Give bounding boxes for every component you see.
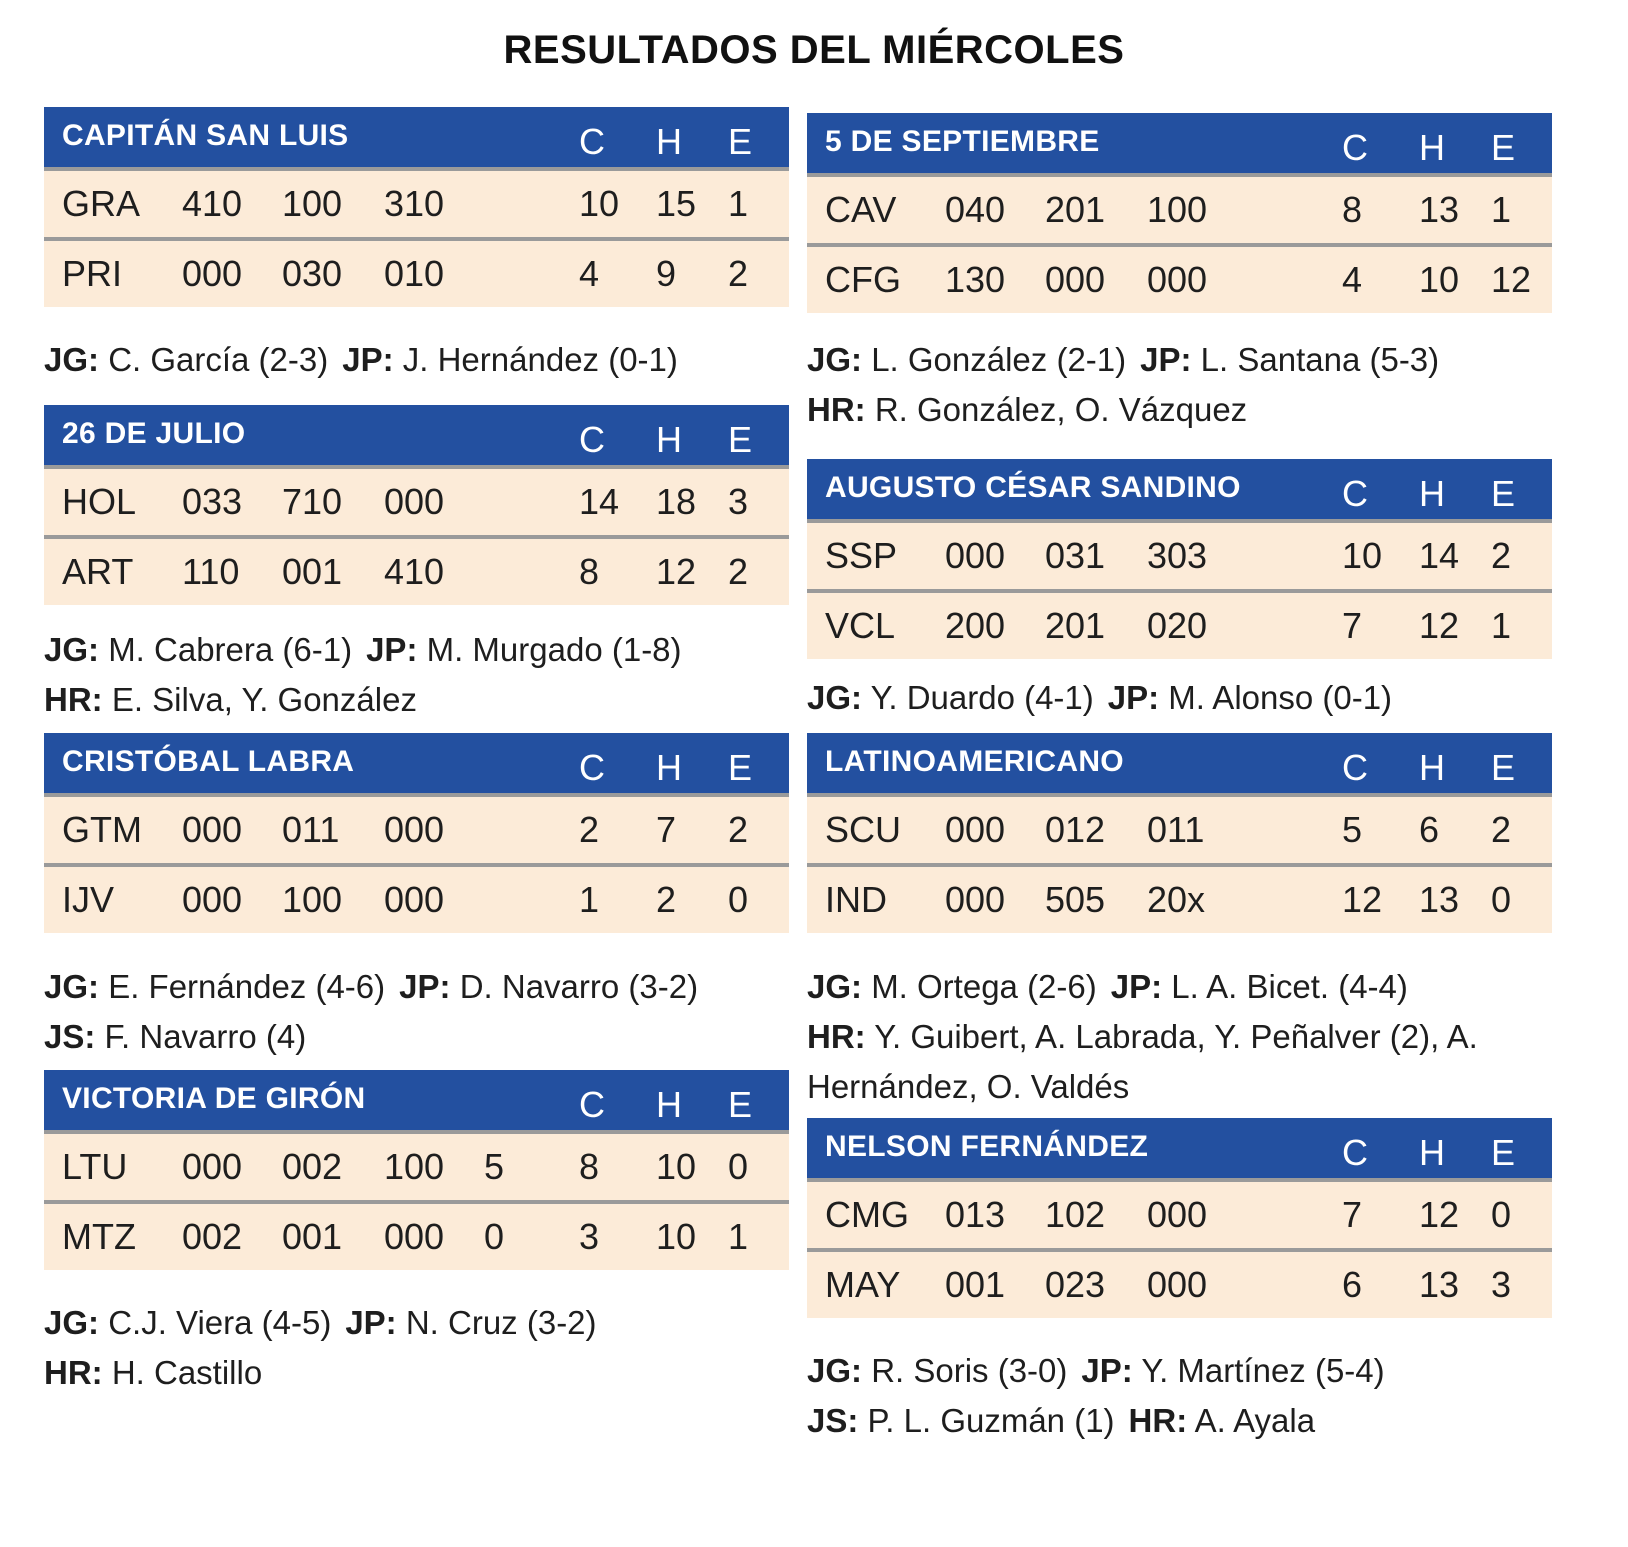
innings-4-6: 102 — [1045, 1194, 1106, 1235]
stadium-name: AUGUSTO CÉSAR SANDINO — [825, 471, 1241, 504]
hits-value: 9 — [656, 253, 677, 294]
team-row — [44, 1204, 789, 1270]
game-header — [44, 107, 789, 171]
hits-column-header: H — [656, 747, 682, 788]
innings-7-9: 000 — [384, 481, 445, 522]
note-value: C.J. Viera (4-5) — [108, 1304, 332, 1341]
innings-4-6: 023 — [1045, 1264, 1106, 1305]
game-box — [807, 459, 1552, 659]
runs-value: 7 — [1342, 1194, 1363, 1235]
notes-line — [44, 625, 789, 675]
notes-line — [44, 675, 789, 725]
errors-value: 12 — [1491, 259, 1532, 300]
note-value: Y. Martínez (5-4) — [1141, 1352, 1385, 1389]
runs-value: 10 — [579, 183, 620, 224]
errors-column-header: E — [1491, 1132, 1516, 1173]
note-label: JP: — [1110, 968, 1163, 1005]
note-label: HR: — [807, 1018, 866, 1055]
innings-7-9: 100 — [1147, 189, 1208, 230]
notes-line — [807, 1396, 1552, 1446]
innings-4-6: 000 — [1045, 259, 1106, 300]
innings-4-6: 505 — [1045, 879, 1106, 920]
innings-7-9: 20x — [1147, 879, 1206, 920]
note-label: JG: — [44, 1304, 100, 1341]
runs-column-header: C — [1342, 747, 1368, 788]
errors-column-header: E — [1491, 127, 1516, 168]
errors-value: 1 — [728, 1216, 749, 1257]
innings-4-6: 001 — [282, 551, 343, 592]
innings-7-9: 000 — [384, 879, 445, 920]
notes-line — [807, 1346, 1552, 1396]
runs-value: 6 — [1342, 1264, 1363, 1305]
notes-line — [807, 962, 1552, 1012]
innings-1-3: 033 — [182, 481, 243, 522]
note-value: A. Ayala — [1194, 1402, 1316, 1439]
runs-value: 1 — [579, 879, 600, 920]
note-value: Y. Duardo (4-1) — [870, 679, 1094, 716]
stadium-name: NELSON FERNÁNDEZ — [825, 1130, 1149, 1163]
notes-line — [44, 1012, 789, 1062]
runs-column-header: C — [579, 121, 605, 162]
hits-column-header: H — [1419, 747, 1445, 788]
stadium-name: VICTORIA DE GIRÓN — [62, 1082, 366, 1115]
pitching-notes — [44, 625, 789, 725]
note-value: P. L. Guzmán (1) — [867, 1402, 1115, 1439]
team-row — [44, 539, 789, 605]
innings-7-9: 000 — [1147, 259, 1208, 300]
note-value: R. González, O. Vázquez — [874, 391, 1248, 428]
team-abbr: GRA — [62, 183, 141, 224]
innings-1-3: 001 — [945, 1264, 1006, 1305]
runs-column-header: C — [579, 1084, 605, 1125]
errors-value: 1 — [728, 183, 749, 224]
innings-1-3: 000 — [945, 809, 1006, 850]
innings-1-3: 000 — [182, 1146, 243, 1187]
notes-line — [807, 385, 1552, 435]
errors-value: 2 — [1491, 809, 1512, 850]
team-abbr: CAV — [825, 189, 897, 230]
errors-value: 1 — [1491, 605, 1512, 646]
team-row — [807, 1252, 1552, 1318]
team-abbr: VCL — [825, 605, 896, 646]
hits-value: 6 — [1419, 809, 1440, 850]
errors-column-header: E — [728, 747, 753, 788]
note-label: JG: — [807, 341, 863, 378]
note-value: J. Hernández (0-1) — [402, 341, 678, 378]
note-value: N. Cruz (3-2) — [405, 1304, 597, 1341]
hits-value: 7 — [656, 809, 677, 850]
hits-column-header: H — [656, 1084, 682, 1125]
extra-inning: 5 — [484, 1146, 505, 1187]
team-abbr: SSP — [825, 535, 898, 576]
note-value: L. A. Bicet. (4-4) — [1171, 968, 1408, 1005]
errors-value: 2 — [728, 809, 749, 850]
innings-7-9: 020 — [1147, 605, 1208, 646]
game-box — [44, 733, 789, 933]
hits-value: 2 — [656, 879, 677, 920]
note-label: JP: — [345, 1304, 397, 1341]
runs-column-header: C — [1342, 127, 1368, 168]
game-header — [807, 1118, 1552, 1182]
team-abbr: HOL — [62, 481, 137, 522]
runs-value: 10 — [1342, 535, 1383, 576]
game-box — [44, 405, 789, 605]
runs-value: 12 — [1342, 879, 1383, 920]
note-value: E. Fernández (4-6) — [108, 968, 386, 1005]
note-value: L. Santana (5-3) — [1200, 341, 1440, 378]
pitching-notes — [807, 335, 1552, 435]
team-abbr: GTM — [62, 809, 142, 850]
note-value: D. Navarro (3-2) — [459, 968, 699, 1005]
game-box — [807, 733, 1552, 933]
hits-value: 10 — [656, 1146, 697, 1187]
innings-4-6: 030 — [282, 253, 343, 294]
game-header — [807, 459, 1552, 523]
note-value: C. García (2-3) — [108, 341, 329, 378]
innings-4-6: 011 — [282, 809, 340, 850]
innings-7-9: 010 — [384, 253, 445, 294]
innings-7-9: 000 — [1147, 1264, 1208, 1305]
errors-column-header: E — [728, 419, 753, 460]
stadium-name: CRISTÓBAL LABRA — [62, 745, 355, 778]
hits-column-header: H — [656, 419, 682, 460]
team-abbr: ART — [62, 551, 134, 592]
pitching-notes — [807, 962, 1552, 1112]
hits-column-header: H — [1419, 127, 1445, 168]
innings-7-9: 000 — [384, 1216, 445, 1257]
note-label: JP: — [1081, 1352, 1133, 1389]
innings-1-3: 200 — [945, 605, 1006, 646]
innings-1-3: 013 — [945, 1194, 1006, 1235]
hits-value: 12 — [656, 551, 697, 592]
note-value: F. Navarro (4) — [104, 1018, 307, 1055]
errors-column-header: E — [728, 1084, 753, 1125]
hits-column-header: H — [1419, 1132, 1445, 1173]
notes-line — [44, 962, 789, 1012]
innings-1-3: 000 — [945, 535, 1006, 576]
innings-1-3: 040 — [945, 189, 1006, 230]
note-value: H. Castillo — [111, 1354, 263, 1391]
game-header — [44, 733, 789, 797]
innings-4-6: 201 — [1045, 189, 1106, 230]
hits-value: 18 — [656, 481, 697, 522]
team-row — [44, 469, 789, 539]
note-label: JS: — [44, 1018, 96, 1055]
note-label: JP: — [366, 631, 418, 668]
team-abbr: PRI — [62, 253, 123, 294]
hits-value: 10 — [656, 1216, 697, 1257]
errors-value: 3 — [728, 481, 749, 522]
game-box — [807, 1118, 1552, 1318]
hits-column-header: H — [656, 121, 682, 162]
innings-7-9: 000 — [384, 809, 445, 850]
team-row — [807, 1182, 1552, 1252]
team-abbr: SCU — [825, 809, 902, 850]
note-label: JP: — [342, 341, 394, 378]
innings-7-9: 303 — [1147, 535, 1208, 576]
innings-1-3: 000 — [182, 879, 243, 920]
runs-column-header: C — [579, 419, 605, 460]
team-abbr: IND — [825, 879, 887, 920]
note-value: M. Murgado (1-8) — [426, 631, 682, 668]
stadium-name: 26 DE JULIO — [62, 417, 246, 450]
hits-value: 15 — [656, 183, 697, 224]
innings-1-3: 410 — [182, 183, 243, 224]
innings-1-3: 130 — [945, 259, 1006, 300]
innings-4-6: 001 — [282, 1216, 343, 1257]
team-row — [807, 177, 1552, 247]
team-row — [44, 241, 789, 307]
innings-4-6: 012 — [1045, 809, 1106, 850]
notes-line — [807, 1012, 1552, 1112]
errors-value: 2 — [1491, 535, 1512, 576]
game-box — [44, 107, 789, 307]
innings-1-3: 000 — [945, 879, 1006, 920]
errors-value: 2 — [728, 551, 749, 592]
runs-value: 7 — [1342, 605, 1363, 646]
errors-column-header: E — [728, 121, 753, 162]
runs-column-header: C — [1342, 473, 1368, 514]
innings-1-3: 000 — [182, 253, 243, 294]
hits-value: 12 — [1419, 605, 1460, 646]
pitching-notes — [807, 673, 1552, 723]
game-box — [44, 1070, 789, 1270]
team-abbr: MTZ — [62, 1216, 136, 1257]
game-box — [807, 113, 1552, 313]
team-row — [807, 797, 1552, 867]
hits-value: 14 — [1419, 535, 1460, 576]
stadium-name: LATINOAMERICANO — [825, 745, 1124, 778]
note-label: JS: — [807, 1402, 859, 1439]
note-label: JG: — [44, 968, 100, 1005]
note-label: JP: — [399, 968, 451, 1005]
game-header — [44, 1070, 789, 1134]
errors-value: 1 — [1491, 189, 1512, 230]
note-label: JG: — [44, 341, 100, 378]
team-row — [44, 171, 789, 241]
pitching-notes — [807, 1346, 1552, 1446]
runs-value: 4 — [1342, 259, 1363, 300]
notes-line — [44, 1348, 789, 1398]
innings-1-3: 000 — [182, 809, 243, 850]
game-header — [44, 405, 789, 469]
errors-value: 0 — [1491, 879, 1512, 920]
notes-line — [807, 335, 1552, 385]
note-value: Y. Guibert, A. Labrada, Y. Peñalver (2), A. Hernández, O. Valdés — [807, 1018, 1478, 1105]
note-label: JG: — [807, 679, 863, 716]
innings-7-9: 011 — [1147, 809, 1205, 850]
innings-7-9: 310 — [384, 183, 445, 224]
pitching-notes — [44, 962, 789, 1062]
hits-value: 10 — [1419, 259, 1460, 300]
note-label: HR: — [44, 1354, 103, 1391]
note-label: HR: — [44, 681, 103, 718]
hits-value: 12 — [1419, 1194, 1460, 1235]
innings-4-6: 201 — [1045, 605, 1106, 646]
team-row — [44, 867, 789, 933]
runs-value: 8 — [1342, 189, 1363, 230]
errors-column-header: E — [1491, 747, 1516, 788]
runs-value: 8 — [579, 1146, 600, 1187]
hits-value: 13 — [1419, 189, 1460, 230]
note-value: M. Cabrera (6-1) — [108, 631, 353, 668]
note-label: JG: — [807, 968, 863, 1005]
team-abbr: LTU — [62, 1146, 128, 1187]
note-value: M. Alonso (0-1) — [1168, 679, 1393, 716]
pitching-notes — [44, 335, 789, 385]
errors-column-header: E — [1491, 473, 1516, 514]
runs-column-header: C — [579, 747, 605, 788]
runs-value: 8 — [579, 551, 600, 592]
notes-line — [44, 335, 789, 385]
innings-1-3: 002 — [182, 1216, 243, 1257]
innings-7-9: 100 — [384, 1146, 445, 1187]
notes-line — [807, 673, 1552, 723]
innings-4-6: 031 — [1045, 535, 1106, 576]
team-row — [44, 1134, 789, 1204]
runs-value: 14 — [579, 481, 620, 522]
team-abbr: IJV — [62, 879, 115, 920]
game-header — [807, 733, 1552, 797]
team-row — [44, 797, 789, 867]
innings-4-6: 002 — [282, 1146, 343, 1187]
innings-4-6: 710 — [282, 481, 343, 522]
note-value: R. Soris (3-0) — [871, 1352, 1068, 1389]
extra-inning: 0 — [484, 1216, 505, 1257]
note-label: JG: — [44, 631, 100, 668]
runs-value: 4 — [579, 253, 600, 294]
team-abbr: MAY — [825, 1264, 901, 1305]
errors-value: 3 — [1491, 1264, 1512, 1305]
stadium-name: CAPITÁN SAN LUIS — [62, 119, 349, 152]
note-value: E. Silva, Y. González — [111, 681, 417, 718]
errors-value: 0 — [728, 879, 749, 920]
game-header — [807, 113, 1552, 177]
stadium-name: 5 DE SEPTIEMBRE — [825, 125, 1100, 158]
page-title: RESULTADOS DEL MIÉRCOLES — [503, 28, 1125, 72]
team-row — [807, 523, 1552, 593]
note-label: JP: — [1140, 341, 1192, 378]
innings-4-6: 100 — [282, 183, 343, 224]
note-label: HR: — [807, 391, 866, 428]
runs-column-header: C — [1342, 1132, 1368, 1173]
runs-value: 3 — [579, 1216, 600, 1257]
pitching-notes — [44, 1298, 789, 1398]
note-label: JG: — [807, 1352, 863, 1389]
innings-7-9: 000 — [1147, 1194, 1208, 1235]
note-label: HR: — [1128, 1402, 1188, 1439]
note-value: M. Ortega (2-6) — [871, 968, 1097, 1005]
runs-value: 2 — [579, 809, 600, 850]
hits-value: 13 — [1419, 879, 1460, 920]
runs-value: 5 — [1342, 809, 1363, 850]
innings-7-9: 410 — [384, 551, 445, 592]
team-abbr: CMG — [825, 1194, 909, 1235]
hits-value: 13 — [1419, 1264, 1460, 1305]
team-row — [807, 247, 1552, 313]
errors-value: 0 — [728, 1146, 749, 1187]
note-value: L. González (2-1) — [871, 341, 1127, 378]
notes-line — [44, 1298, 789, 1348]
team-row — [807, 593, 1552, 659]
team-row — [807, 867, 1552, 933]
innings-4-6: 100 — [282, 879, 343, 920]
errors-value: 2 — [728, 253, 749, 294]
team-abbr: CFG — [825, 259, 901, 300]
note-label: JP: — [1107, 679, 1160, 716]
hits-column-header: H — [1419, 473, 1445, 514]
errors-value: 0 — [1491, 1194, 1512, 1235]
innings-1-3: 110 — [182, 551, 240, 592]
